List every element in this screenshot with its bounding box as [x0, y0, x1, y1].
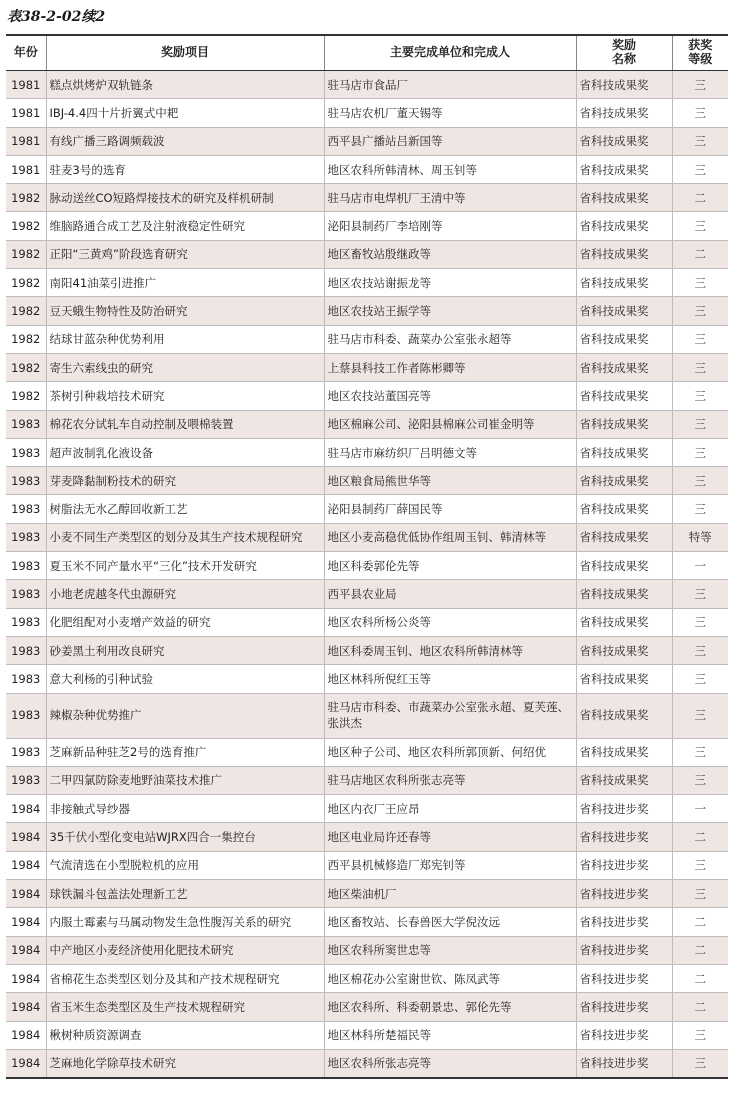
cell-grade: 二 [672, 908, 728, 936]
cell-grade: 二 [672, 936, 728, 964]
cell-project: 砂姜黑土利用改良研究 [46, 636, 324, 664]
table-row [6, 269, 728, 297]
table-row [6, 71, 728, 99]
cell-grade: 三 [672, 636, 728, 664]
cell-grade: 三 [672, 693, 728, 738]
cell-unit: 驻马店市科委、市蔬菜办公室张永超、夏芙莲、张洪杰 [324, 693, 576, 738]
cell-award-name: 省科技进步奖 [576, 908, 672, 936]
cell-award-name: 省科技成果奖 [576, 693, 672, 738]
cell-award-name: 省科技成果奖 [576, 184, 672, 212]
cell-grade: 三 [672, 665, 728, 693]
cell-year: 1983 [6, 636, 46, 664]
cell-award-name: 省科技成果奖 [576, 297, 672, 325]
table-row [6, 212, 728, 240]
cell-award-name: 省科技成果奖 [576, 353, 672, 381]
cell-unit: 驻马店市食品厂 [324, 71, 576, 99]
cell-grade: 三 [672, 438, 728, 466]
table-row [6, 184, 728, 212]
cell-grade: 三 [672, 880, 728, 908]
cell-year: 1983 [6, 552, 46, 580]
cell-grade: 三 [672, 410, 728, 438]
cell-year: 1983 [6, 608, 46, 636]
table-row [6, 766, 728, 794]
cell-unit: 驻马店市科委、蔬菜办公室张永超等 [324, 325, 576, 353]
cell-grade: 三 [672, 297, 728, 325]
cell-project: 二甲四氯防除麦地野油菜技术推广 [46, 766, 324, 794]
cell-year: 1984 [6, 880, 46, 908]
cell-unit: 地区内衣厂王应昂 [324, 795, 576, 823]
cell-project: 驻麦3号的选育 [46, 155, 324, 183]
cell-grade: 三 [672, 212, 728, 240]
cell-project: 芝麻新品种驻芝2号的选育推广 [46, 738, 324, 766]
cell-year: 1982 [6, 325, 46, 353]
table-row [6, 908, 728, 936]
table-row [6, 795, 728, 823]
cell-grade: 二 [672, 823, 728, 851]
cell-unit: 驻马店市麻纺织厂吕明德文等 [324, 438, 576, 466]
cell-grade: 三 [672, 495, 728, 523]
table-row [6, 99, 728, 127]
cell-project: 中产地区小麦经济使用化肥技术研究 [46, 936, 324, 964]
header-row [6, 35, 728, 71]
cell-year: 1984 [6, 993, 46, 1021]
table-row [6, 353, 728, 381]
cell-project: 辣椒杂种优势推广 [46, 693, 324, 738]
cell-award-name: 省科技成果奖 [576, 467, 672, 495]
cell-award-name: 省科技进步奖 [576, 823, 672, 851]
cell-grade: 二 [672, 184, 728, 212]
cell-unit: 地区林科所倪红玉等 [324, 665, 576, 693]
table-row [6, 1049, 728, 1078]
cell-award-name: 省科技成果奖 [576, 269, 672, 297]
cell-award-name: 省科技成果奖 [576, 523, 672, 551]
cell-project: 非接触式导纱器 [46, 795, 324, 823]
cell-unit: 驻马店市电焊机厂王清中等 [324, 184, 576, 212]
cell-award-name: 省科技进步奖 [576, 880, 672, 908]
table-row [6, 438, 728, 466]
cell-unit: 地区农科所张志亮等 [324, 1049, 576, 1078]
cell-unit: 地区小麦高稳优低协作组周玉钊、韩清林等 [324, 523, 576, 551]
cell-award-name: 省科技成果奖 [576, 495, 672, 523]
cell-award-name: 省科技进步奖 [576, 1021, 672, 1049]
cell-year: 1984 [6, 908, 46, 936]
cell-unit: 地区农科所窦世忠等 [324, 936, 576, 964]
cell-award-name: 省科技成果奖 [576, 738, 672, 766]
cell-project: 气流清选在小型脱粒机的应用 [46, 851, 324, 879]
cell-year: 1982 [6, 269, 46, 297]
header-year: 年份 [6, 35, 46, 71]
cell-award-name: 省科技成果奖 [576, 240, 672, 268]
cell-grade: 三 [672, 1021, 728, 1049]
cell-year: 1984 [6, 823, 46, 851]
cell-grade: 三 [672, 99, 728, 127]
cell-unit: 地区科委郭伦先等 [324, 552, 576, 580]
cell-unit: 上蔡县科技工作者陈彬卿等 [324, 353, 576, 381]
header-project: 奖励项目 [46, 35, 324, 71]
cell-year: 1982 [6, 240, 46, 268]
table-row [6, 1021, 728, 1049]
cell-unit: 地区棉麻公司、泌阳县棉麻公司崔金明等 [324, 410, 576, 438]
table-row [6, 936, 728, 964]
cell-year: 1981 [6, 99, 46, 127]
cell-project: 南阳41油菜引进推广 [46, 269, 324, 297]
table-row [6, 410, 728, 438]
cell-grade: 三 [672, 155, 728, 183]
header-grade: 获奖 等级 [672, 35, 728, 71]
cell-year: 1983 [6, 523, 46, 551]
cell-unit: 地区农技站王振学等 [324, 297, 576, 325]
cell-unit: 地区农科所韩清林、周玉钊等 [324, 155, 576, 183]
cell-year: 1983 [6, 766, 46, 794]
table-row [6, 665, 728, 693]
table-row [6, 467, 728, 495]
cell-grade: 二 [672, 240, 728, 268]
cell-project: 脉动送丝CO短路焊接技术的研究及样机研制 [46, 184, 324, 212]
cell-year: 1983 [6, 738, 46, 766]
cell-grade: 三 [672, 269, 728, 297]
cell-project: 糕点烘烤炉双轨链条 [46, 71, 324, 99]
cell-project: 小麦不同生产类型区的划分及其生产技术规程研究 [46, 523, 324, 551]
cell-grade: 三 [672, 608, 728, 636]
cell-unit: 地区柴油机厂 [324, 880, 576, 908]
cell-project: 内服土霉素与马属动物发生急性腹泻关系的研究 [46, 908, 324, 936]
cell-project: 夏玉米不同产量水平“三化”技术开发研究 [46, 552, 324, 580]
cell-award-name: 省科技成果奖 [576, 127, 672, 155]
cell-project: 寄生六索线虫的研究 [46, 353, 324, 381]
cell-award-name: 省科技成果奖 [576, 410, 672, 438]
cell-unit: 地区林科所楚福民等 [324, 1021, 576, 1049]
cell-grade: 三 [672, 353, 728, 381]
cell-award-name: 省科技成果奖 [576, 382, 672, 410]
cell-grade: 三 [672, 738, 728, 766]
cell-year: 1983 [6, 580, 46, 608]
cell-unit: 地区种子公司、地区农科所郭顶新、何绍优 [324, 738, 576, 766]
cell-year: 1984 [6, 1049, 46, 1078]
cell-grade: 三 [672, 127, 728, 155]
cell-grade: 三 [672, 766, 728, 794]
cell-project: 棉花农分试轧车自动控制及喂棉装置 [46, 410, 324, 438]
cell-award-name: 省科技成果奖 [576, 665, 672, 693]
table-row [6, 495, 728, 523]
cell-project: 结球甘蓝杂种优势利用 [46, 325, 324, 353]
cell-year: 1981 [6, 127, 46, 155]
table-row [6, 693, 728, 738]
cell-unit: 地区畜牧站殷继政等 [324, 240, 576, 268]
cell-unit: 地区电业局许还春等 [324, 823, 576, 851]
table-row [6, 823, 728, 851]
cell-project: 35千伏小型化变电站WJRX四合一集控台 [46, 823, 324, 851]
cell-unit: 地区农科所杨公炎等 [324, 608, 576, 636]
table-row [6, 382, 728, 410]
cell-project: 省玉米生态类型区及生产技术规程研究 [46, 993, 324, 1021]
cell-year: 1984 [6, 795, 46, 823]
cell-year: 1984 [6, 1021, 46, 1049]
cell-project: 化肥组配对小麦增产效益的研究 [46, 608, 324, 636]
table-row [6, 636, 728, 664]
table-row [6, 552, 728, 580]
cell-award-name: 省科技成果奖 [576, 552, 672, 580]
cell-award-name: 省科技成果奖 [576, 212, 672, 240]
cell-unit: 泌阳县制药厂李培刚等 [324, 212, 576, 240]
cell-unit: 驻马店农机厂董天锡等 [324, 99, 576, 127]
cell-project: 省棉花生态类型区划分及其和产技术规程研究 [46, 964, 324, 992]
cell-year: 1982 [6, 353, 46, 381]
table-row [6, 738, 728, 766]
table-row [6, 240, 728, 268]
cell-grade: 三 [672, 467, 728, 495]
cell-year: 1983 [6, 438, 46, 466]
cell-project: 树脂法无水乙醇回收新工艺 [46, 495, 324, 523]
cell-unit: 驻马店地区农科所张志亮等 [324, 766, 576, 794]
cell-grade: 特等 [672, 523, 728, 551]
cell-project: IBJ-4.4四十片折翼式中耙 [46, 99, 324, 127]
cell-grade: 一 [672, 795, 728, 823]
cell-unit: 地区畜牧站、长春兽医大学倪汝远 [324, 908, 576, 936]
cell-year: 1983 [6, 467, 46, 495]
cell-award-name: 省科技进步奖 [576, 851, 672, 879]
cell-project: 茶树引种栽培技术研究 [46, 382, 324, 410]
table-row [6, 523, 728, 551]
table-row [6, 155, 728, 183]
table-row [6, 580, 728, 608]
cell-project: 超声波制乳化液设备 [46, 438, 324, 466]
cell-award-name: 省科技成果奖 [576, 99, 672, 127]
cell-unit: 地区农科所、科委朝景忠、郭伦先等 [324, 993, 576, 1021]
cell-project: 芝麻地化学除草技术研究 [46, 1049, 324, 1078]
cell-project: 意大利杨的引种试验 [46, 665, 324, 693]
table-row [6, 964, 728, 992]
table-caption: 表38-2-02续2 [7, 9, 106, 25]
cell-year: 1981 [6, 71, 46, 99]
cell-unit: 泌阳县制药厂薛国民等 [324, 495, 576, 523]
cell-year: 1982 [6, 297, 46, 325]
cell-grade: 三 [672, 851, 728, 879]
cell-award-name: 省科技进步奖 [576, 795, 672, 823]
cell-year: 1982 [6, 382, 46, 410]
cell-grade: 三 [672, 1049, 728, 1078]
table-row [6, 127, 728, 155]
cell-unit: 西平县农业局 [324, 580, 576, 608]
cell-grade: 三 [672, 71, 728, 99]
cell-year: 1984 [6, 936, 46, 964]
cell-year: 1981 [6, 155, 46, 183]
cell-year: 1983 [6, 410, 46, 438]
cell-award-name: 省科技进步奖 [576, 964, 672, 992]
cell-unit: 西平县机械修造厂郑宪钊等 [324, 851, 576, 879]
cell-award-name: 省科技成果奖 [576, 608, 672, 636]
cell-unit: 地区农技站谢振龙等 [324, 269, 576, 297]
cell-year: 1983 [6, 495, 46, 523]
cell-year: 1983 [6, 665, 46, 693]
table-row [6, 993, 728, 1021]
cell-unit: 地区棉花办公室谢世钦、陈凤武等 [324, 964, 576, 992]
awards-table [6, 34, 728, 1079]
cell-award-name: 省科技成果奖 [576, 636, 672, 664]
table-row [6, 851, 728, 879]
cell-award-name: 省科技成果奖 [576, 766, 672, 794]
cell-year: 1984 [6, 964, 46, 992]
cell-award-name: 省科技成果奖 [576, 438, 672, 466]
cell-grade: 三 [672, 580, 728, 608]
cell-unit: 地区科委周玉钊、地区农科所韩清林等 [324, 636, 576, 664]
cell-year: 1983 [6, 693, 46, 738]
cell-unit: 西平县广播站吕新国等 [324, 127, 576, 155]
cell-grade: 一 [672, 552, 728, 580]
cell-year: 1982 [6, 184, 46, 212]
cell-project: 有线广播三路调频载波 [46, 127, 324, 155]
cell-grade: 二 [672, 964, 728, 992]
cell-award-name: 省科技成果奖 [576, 325, 672, 353]
cell-year: 1984 [6, 851, 46, 879]
cell-award-name: 省科技成果奖 [576, 580, 672, 608]
cell-unit: 地区农技站董国亮等 [324, 382, 576, 410]
cell-project: 豆天蛾生物特性及防治研究 [46, 297, 324, 325]
table-row [6, 325, 728, 353]
cell-grade: 三 [672, 382, 728, 410]
cell-project: 维脑路通合成工艺及注射液稳定性研究 [46, 212, 324, 240]
cell-award-name: 省科技进步奖 [576, 1049, 672, 1078]
header-award-name: 奖励 名称 [576, 35, 672, 71]
cell-award-name: 省科技成果奖 [576, 71, 672, 99]
cell-award-name: 省科技成果奖 [576, 155, 672, 183]
table-row [6, 608, 728, 636]
cell-project: 正阳“三黄鸡”阶段选育研究 [46, 240, 324, 268]
cell-year: 1982 [6, 212, 46, 240]
cell-project: 小地老虎越冬代虫源研究 [46, 580, 324, 608]
header-unit: 主要完成单位和完成人 [324, 35, 576, 71]
table-row [6, 880, 728, 908]
cell-project: 球铁漏斗包盖法处理新工艺 [46, 880, 324, 908]
cell-grade: 二 [672, 993, 728, 1021]
cell-unit: 地区粮食局熊世华等 [324, 467, 576, 495]
table-row [6, 297, 728, 325]
cell-project: 芽麦降黏制粉技术的研究 [46, 467, 324, 495]
cell-project: 楸树种质资源调查 [46, 1021, 324, 1049]
cell-award-name: 省科技进步奖 [576, 936, 672, 964]
cell-award-name: 省科技进步奖 [576, 993, 672, 1021]
cell-grade: 三 [672, 325, 728, 353]
